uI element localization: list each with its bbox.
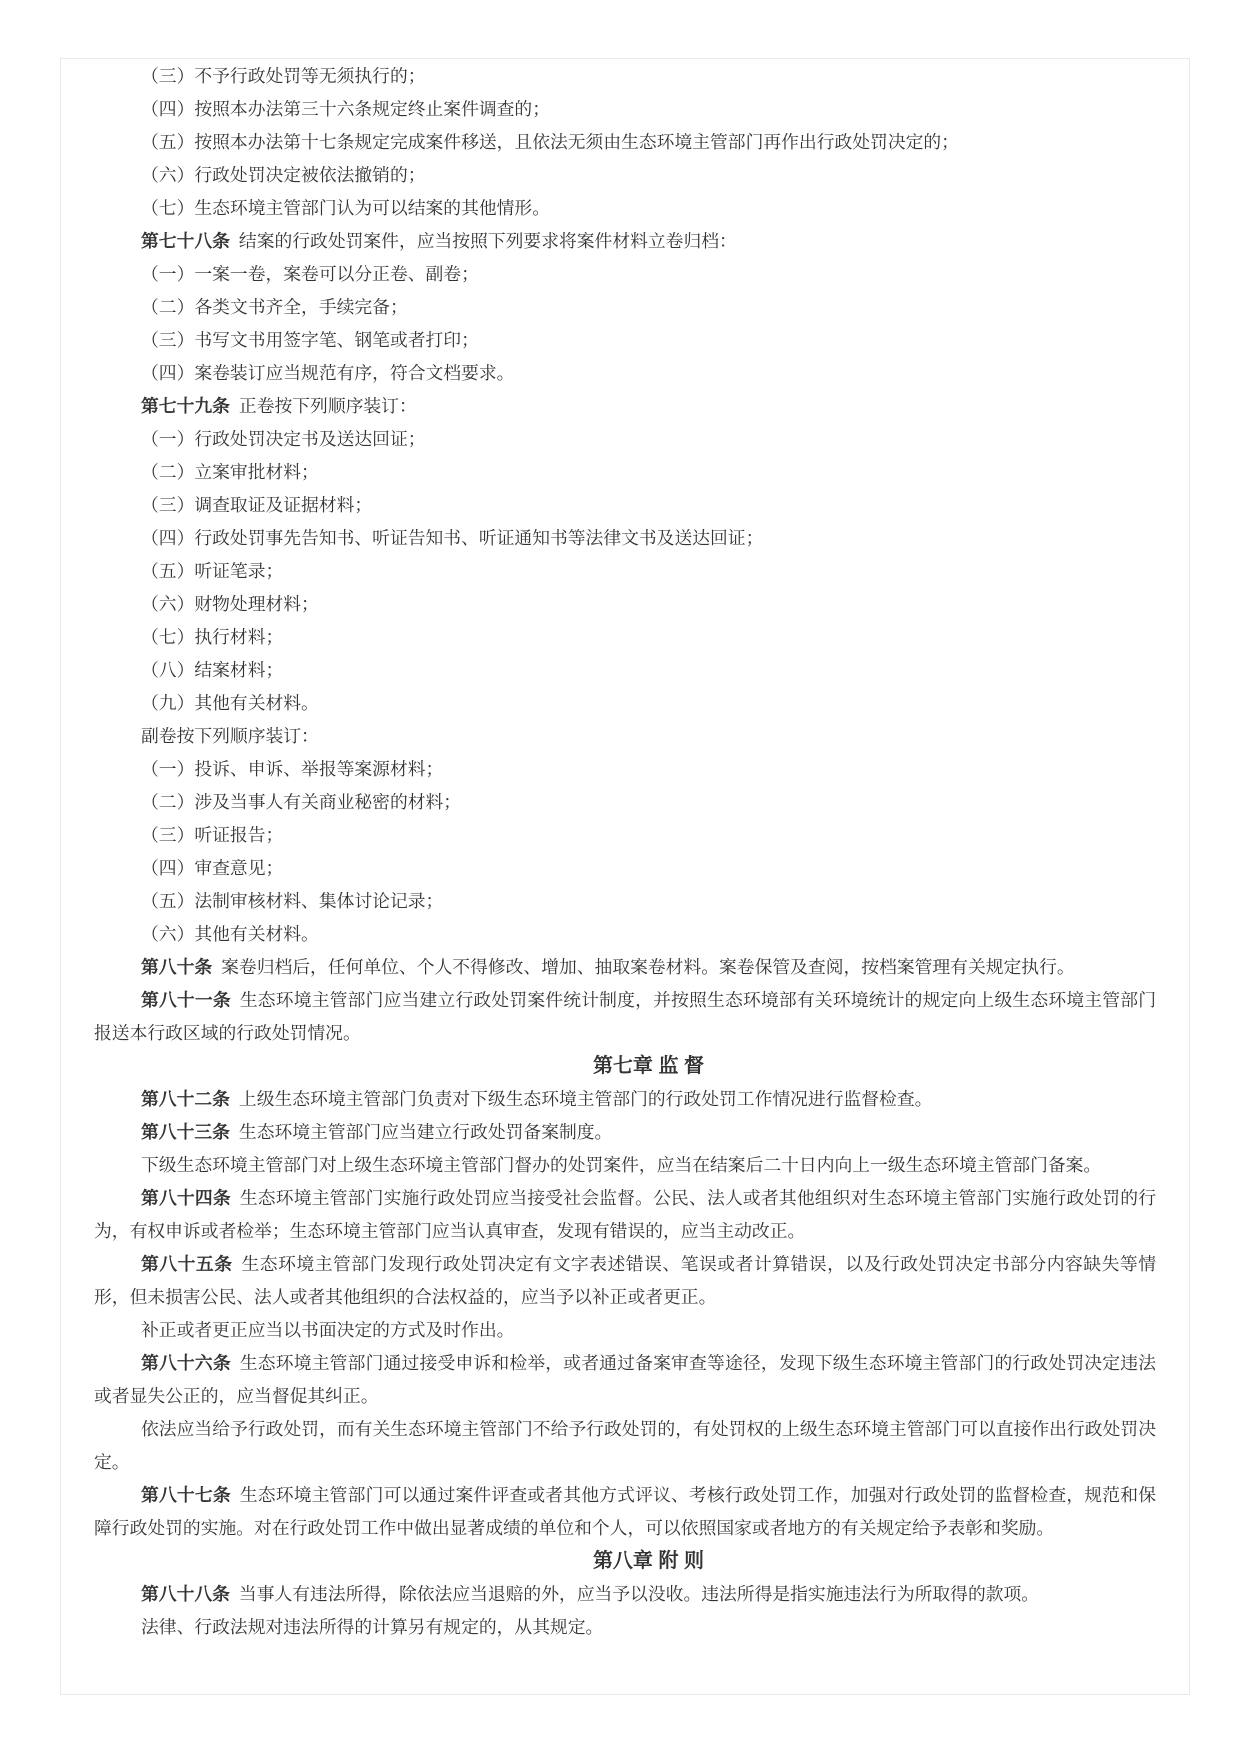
list-item-paragraph: （四）行政处罚事先告知书、听证告知书、听证通知书等法律文书及送达回证； — [141, 528, 764, 548]
list-item-paragraph: （五）听证笔录； — [141, 561, 284, 581]
list-item-paragraph: （一）一案一卷，案卷可以分正卷、副卷； — [141, 264, 479, 284]
article-paragraph: 第八十四条 生态环境主管部门实施行政处罚应当接受社会监督。公民、法人或者其他组织对生态环境主管部门实施行政处罚的行为，有权申诉或者检举；生态环境主管部门应当认真审查，发现有错误的，应当主动改正。 — [94, 1188, 1156, 1241]
list-item-paragraph: （三）不予行政处罚等无须执行的； — [141, 66, 426, 86]
paragraph: 副卷按下列顺序装订： — [141, 726, 319, 746]
article-number: 第八十六条 — [141, 1353, 231, 1373]
article-number: 第八十八条 — [141, 1584, 230, 1604]
list-item-paragraph: （五）法制审核材料、集体讨论记录； — [141, 891, 444, 911]
article-paragraph: 第八十七条 生态环境主管部门可以通过案件评查或者其他方式评议、考核行政处罚工作，加强对行政处罚的监督检查，规范和保障行政处罚的实施。对在行政处罚工作中做出显著成绩的单位和个人，可以依照国家或者地方的有关规定给予表彰和奖励。 — [94, 1485, 1156, 1538]
article-number: 第八十三条 — [141, 1122, 230, 1142]
list-item-paragraph: （二）涉及当事人有关商业秘密的材料； — [141, 792, 462, 812]
list-item-paragraph: （一）行政处罚决定书及送达回证； — [141, 429, 426, 449]
article-paragraph: 第八十八条 当事人有违法所得，除依法应当退赔的外，应当予以没收。违法所得是指实施违法行为所取得的款项。 — [141, 1584, 1040, 1604]
list-item-paragraph: （九）其他有关材料。 — [141, 693, 319, 713]
list-item-paragraph: （一）投诉、申诉、举报等案源材料； — [141, 759, 444, 779]
article-paragraph: 第七十九条 正卷按下列顺序装订： — [141, 396, 417, 416]
list-item-paragraph: （七）执行材料； — [141, 627, 284, 647]
article-number: 第八十四条 — [141, 1188, 231, 1208]
list-item-paragraph: （三）听证报告； — [141, 825, 284, 845]
list-item-paragraph: （四）按照本办法第三十六条规定终止案件调查的； — [141, 99, 550, 119]
article-number: 第七十八条 — [141, 231, 230, 251]
list-item-paragraph: （六）财物处理材料； — [141, 594, 319, 614]
list-item-paragraph: （二）各类文书齐全，手续完备； — [141, 297, 408, 317]
article-number: 第七十九条 — [141, 396, 230, 416]
article-number: 第八十七条 — [141, 1485, 231, 1505]
article-number: 第八十一条 — [141, 990, 231, 1010]
article-paragraph: 第八十五条 生态环境主管部门发现行政处罚决定有文字表述错误、笔误或者计算错误，以及行政处罚决定书部分内容缺失等情形，但未损害公民、法人或者其他组织的合法权益的，应当予以补正或者更正。 — [94, 1254, 1156, 1307]
article-paragraph: 第八十一条 生态环境主管部门应当建立行政处罚案件统计制度，并按照生态环境部有关环境统计的规定向上级生态环境主管部门报送本行政区域的行政处罚情况。 — [94, 990, 1156, 1043]
document-body — [94, 60, 1156, 1644]
article-paragraph: 第八十二条 上级生态环境主管部门负责对下级生态环境主管部门的行政处罚工作情况进行监督检查。 — [141, 1089, 933, 1109]
list-item-paragraph: （五）按照本办法第十七条规定完成案件移送，且依法无须由生态环境主管部门再作出行政处罚决定的； — [141, 132, 959, 152]
chapter-heading: 第八章 附 则 — [592, 1550, 705, 1572]
article-number: 第八十二条 — [141, 1089, 230, 1109]
document-page — [60, 58, 1190, 1695]
list-item-paragraph: （六）行政处罚决定被依法撤销的； — [141, 165, 426, 185]
paragraph: 法律、行政法规对违法所得的计算另有规定的，从其规定。 — [141, 1617, 604, 1637]
paragraph: 下级生态环境主管部门对上级生态环境主管部门督办的处罚案件，应当在结案后二十日内向上一级生态环境主管部门备案。 — [141, 1155, 1102, 1175]
list-item-paragraph: （八）结案材料； — [141, 660, 284, 680]
article-paragraph: 第八十六条 生态环境主管部门通过接受申诉和检举，或者通过备案审查等途径，发现下级生态环境主管部门的行政处罚决定违法或者显失公正的，应当督促其纠正。 — [94, 1353, 1156, 1406]
article-paragraph: 第八十条 案卷归档后，任何单位、个人不得修改、增加、抽取案卷材料。案卷保管及查阅，按档案管理有关规定执行。 — [141, 957, 1075, 977]
list-item-paragraph: （四）案卷装订应当规范有序，符合文档要求。 — [141, 363, 515, 383]
chapter-heading: 第七章 监 督 — [592, 1055, 705, 1077]
paragraph: 依法应当给予行政处罚，而有关生态环境主管部门不给予行政处罚的，有处罚权的上级生态环境主管部门可以直接作出行政处罚决定。 — [94, 1419, 1156, 1472]
article-number: 第八十五条 — [141, 1254, 233, 1274]
list-item-paragraph: （六）其他有关材料。 — [141, 924, 319, 944]
list-item-paragraph: （七）生态环境主管部门认为可以结案的其他情形。 — [141, 198, 550, 218]
article-number: 第八十条 — [141, 957, 213, 977]
list-item-paragraph: （三）调查取证及证据材料； — [141, 495, 373, 515]
list-item-paragraph: （二）立案审批材料； — [141, 462, 319, 482]
article-paragraph: 第八十三条 生态环境主管部门应当建立行政处罚备案制度。 — [141, 1122, 613, 1142]
list-item-paragraph: （三）书写文书用签字笔、钢笔或者打印； — [141, 330, 479, 350]
article-paragraph: 第七十八条 结案的行政处罚案件，应当按照下列要求将案件材料立卷归档： — [141, 231, 737, 251]
paragraph: 补正或者更正应当以书面决定的方式及时作出。 — [141, 1320, 515, 1340]
list-item-paragraph: （四）审查意见； — [141, 858, 284, 878]
